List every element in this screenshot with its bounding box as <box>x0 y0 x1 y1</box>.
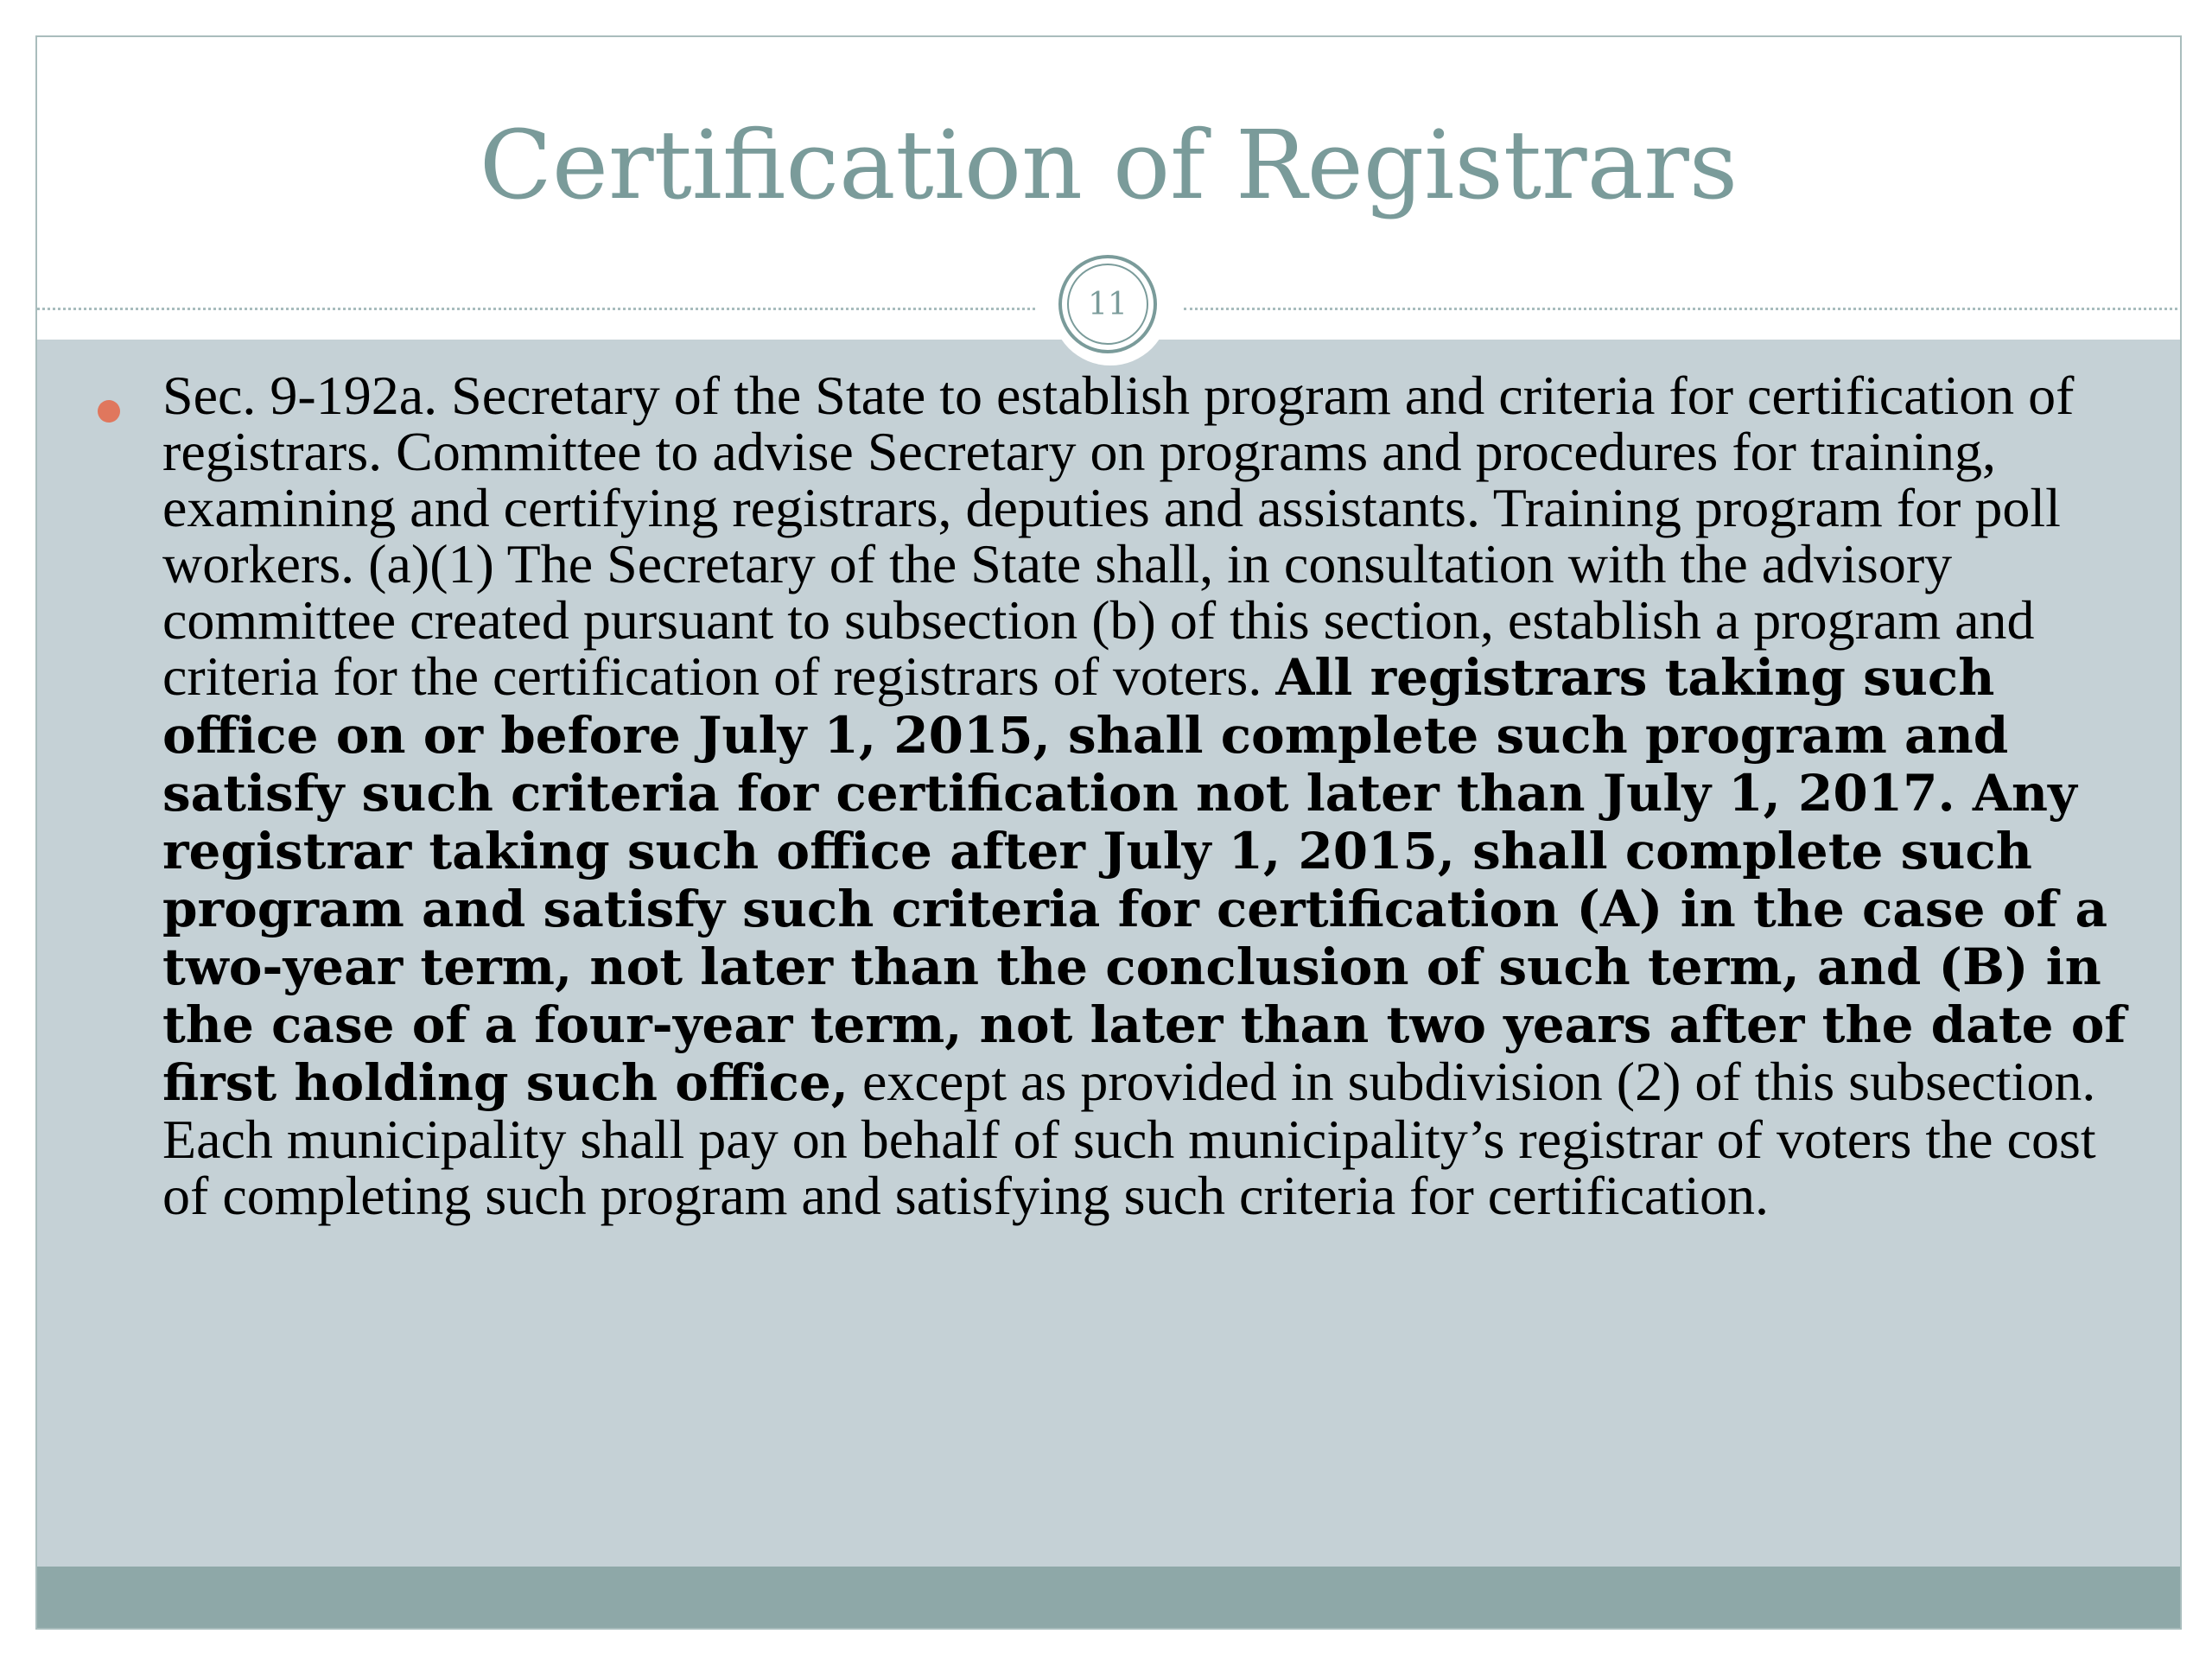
statute-bold-text: All registrars taking such office on or before July 1, 2015, shall complete such program and satisfy such criteria for certification not later than July 1, 2017. Any registrar taking such office after July 1, 2015, shall complete such program and satisfy such criteria for certification (A) in the case of a two-year term, not later than the conclusion of such term, and (B) in the case of a four-year term, not later than two years after the date of first holding such office, <box>162 648 2126 1112</box>
slide <box>35 35 2182 1630</box>
slide-title: Certification of Registrars <box>479 110 1738 220</box>
footer-band <box>37 1567 2180 1630</box>
bullet-text <box>162 367 2141 1224</box>
title-divider-left <box>37 308 1035 310</box>
page-number: 11 <box>1067 264 1148 345</box>
bullet-icon <box>98 400 120 423</box>
statute-intro-text: Sec. 9-192a. Secretary of the State to establish program and criteria for certification of registrars. Committee to advise Secretary on programs and procedures for training, examining and certifying registrars, deputies and assistants. Training program for poll workers. (a)(1) The Secretary of the State shall, in consultation with the advisory committee created pursuant to subsection (b) of this section, establish a program and criteria for the certification of registrars of voters. <box>162 365 2075 707</box>
title-divider-right <box>1184 308 2182 310</box>
statute-end-text: except as provided in subdivision (2) of this subsection. Each municipality shall pay on behalf of such municipality’s registrar of voters the cost of completing such program and satisfying such criteria for certification. <box>162 1051 2096 1226</box>
page-number-badge <box>1052 248 1169 365</box>
